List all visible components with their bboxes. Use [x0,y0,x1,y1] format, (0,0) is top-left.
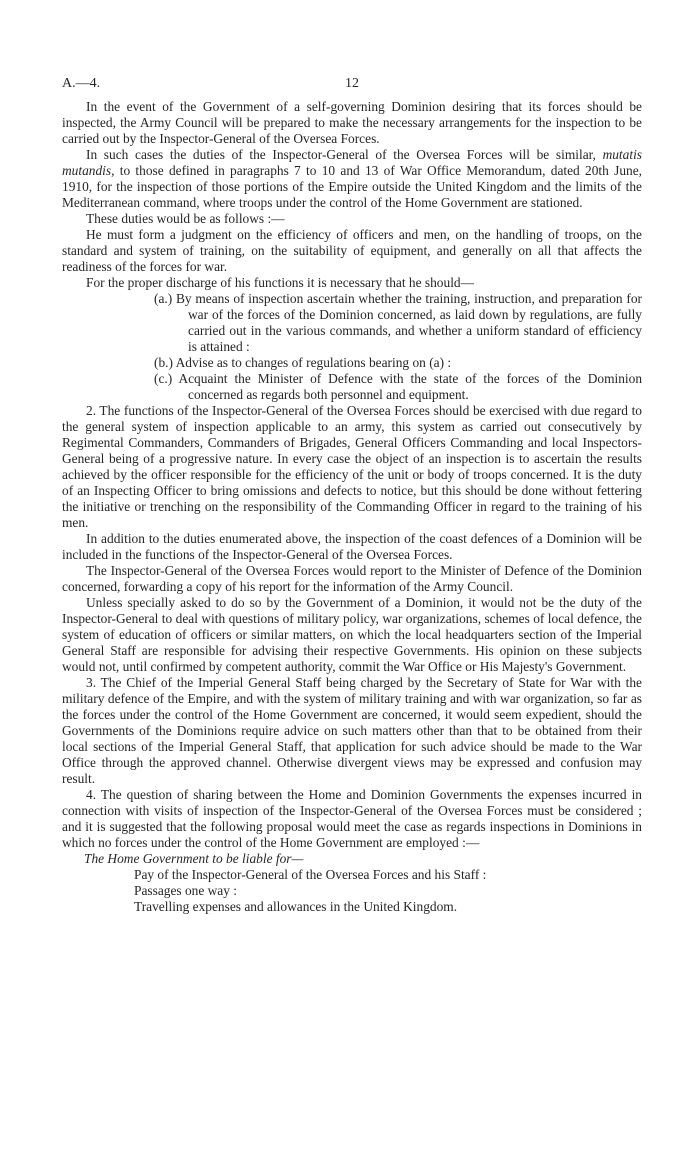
italic-phrase: mutatis mutandis, [62,147,642,178]
item-text: Acquaint the Minister of Defence with the state of the forces of the Dominion concerned as regards both personnel and equipment. [178,371,643,402]
paragraph: 3. The Chief of the Imperial General Staff being charged by the Secretary of State for War with the military defence of the Empire, and with the system of military training and with war organization, so far as the forces under the control of the Home Government are concerned, it would seem expedient, should the Governments of the Dominions require advice on such matters other than that to be obtained from their local sections of the Imperial General Staff, that application for such advice should be made to the War Office through the approved channel. Otherwise divergent views may be expressed and confusion may result. [62,675,642,786]
item-text: By means of inspection ascertain whether the training, instruction, and preparation for war of the forces of the Dominion concerned, as laid down by regulations, are fully carried out in the various commands, and whether a uniform standard of efficiency is attained : [175,291,642,354]
page-header [62,76,642,96]
paragraph-text: to those defined in paragraphs 7 to 10 and 13 of War Office Memorandum, dated 20th June, 1910, for the inspection of those portions of the Empire outside the United Kingdom and the limits of the Mediterranean command, where troops under the control of the Home Government are stationed. [62,163,642,210]
paragraph: In the event of the Government of a self-governing Dominion desiring that its forces should be inspected, the Army Council will be prepared to make the necessary arrangements for the inspection to be carried out by the Inspector-General of the Oversea Forces. [62,99,642,146]
item-label: (b.) [154,355,173,370]
liability-item: Passages one way : [134,883,238,898]
list-item [62,291,642,355]
paragraph: For the proper discharge of his functions it is necessary that he should— [86,275,475,290]
paragraph [62,147,642,211]
liability-item: Pay of the Inspector-General of the Oversea Forces and his Staff : [134,867,487,882]
paragraph-text: In such cases the duties of the Inspector-General of the Oversea Forces will be similar, [86,147,603,162]
list-item [62,371,642,403]
document-body [62,99,642,915]
paragraph: Unless specially asked to do so by the Government of a Dominion, it would not be the duty of the Inspector-General to deal with questions of military policy, war organizations, schemes of local defence, the system of education of officers or similar matters, on which the local headquarters section of the Imperial General Staff are responsible for advising their respective Governments. His opinion on these subjects would not, until confirmed by competent authority, commit the War Office or His Majesty's Government. [62,595,642,674]
item-label: (a.) [154,291,173,306]
document-reference: A.—4. [62,76,101,91]
paragraph: In addition to the duties enumerated above, the inspection of the coast defences of a Dominion will be included in the functions of the Inspector-General of the Oversea Forces. [62,531,642,562]
item-text: Advise as to changes of regulations bearing on (a) : [175,355,452,370]
paragraph: 2. The functions of the Inspector-General of the Oversea Forces should be exercised with due regard to the general system of inspection applicable to an army, this system as carried out consecutively by Regimental Commanders, Commanders of Brigades, General Officers Commanding and local Inspectors-General being of a progressive nature. In every case the object of an inspection is to ascertain the results achieved by the officer responsible for the efficiency of the unit or body of troops concerned. It is the duty of an Inspecting Officer to bring omissions and defects to notice, but this should be done without fettering the initiative or trenching on the responsibility of the Commanding Officer in regard to the training of his men. [62,403,642,530]
liability-item: Travelling expenses and allowances in the United Kingdom. [134,899,458,914]
liability-heading: The Home Government to be liable for— [84,851,304,866]
paragraph: 4. The question of sharing between the Home and Dominion Governments the expenses incurred in connection with visits of inspection of the Inspector-General of the Oversea Forces must be considered ; and it is suggested that the following proposal would meet the case as regards inspections in Dominions in which no forces under the control of the Home Government are employed :— [62,787,642,850]
paragraph: The Inspector-General of the Oversea Forces would report to the Minister of Defence of the Dominion concerned, forwarding a copy of his report for the information of the Army Council. [62,563,642,594]
paragraph: These duties would be as follows :— [86,211,285,226]
page-number: 12 [345,76,359,91]
item-label: (c.) [154,371,173,386]
paragraph: He must form a judgment on the efficiency of officers and men, on the handling of troops, on the standard and system of training, on the suitability of equipment, and generally on all that affects the readiness of the forces for war. [62,227,642,274]
list-item [62,355,642,371]
